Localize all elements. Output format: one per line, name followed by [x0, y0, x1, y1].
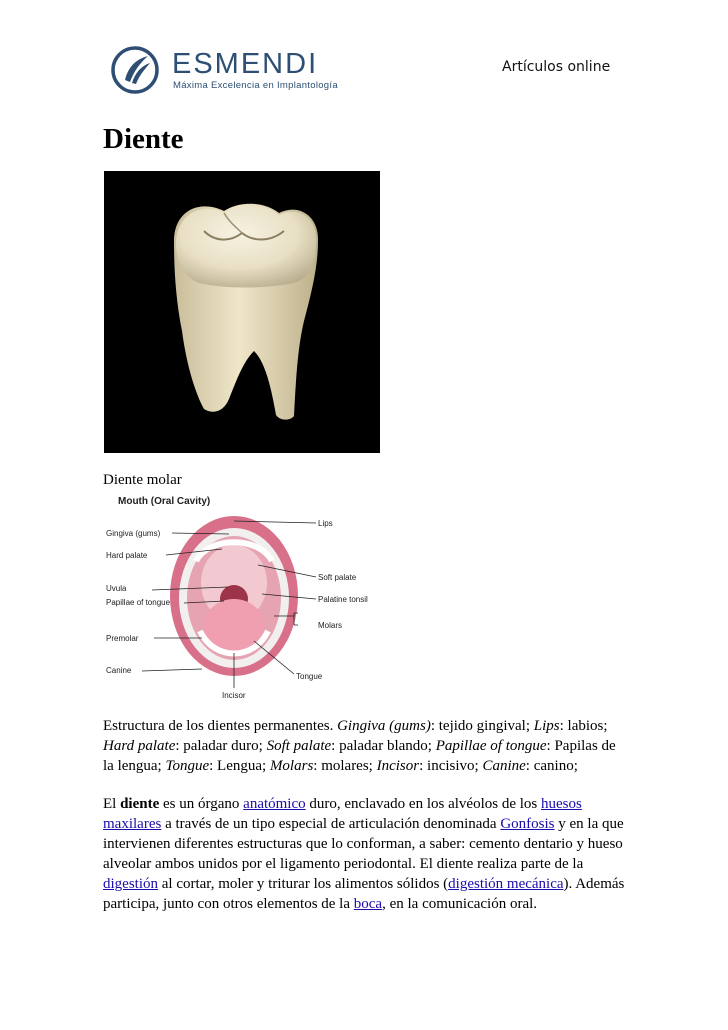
- text-run: , en la comunicación oral.: [382, 896, 538, 912]
- label-canine: Canine: [106, 666, 132, 675]
- bold-term: diente: [120, 796, 160, 812]
- body-paragraph: [103, 794, 628, 914]
- mouth-diagram: [104, 491, 372, 701]
- text-run: : paladar duro;: [175, 738, 267, 754]
- structure-caption: [103, 716, 628, 776]
- italic-term: Papillae of tongue: [435, 738, 547, 754]
- label-lips: Lips: [318, 519, 333, 528]
- inline-link[interactable]: digestión: [103, 876, 158, 892]
- label-papillae: Papillae of tongue: [106, 598, 171, 607]
- text-run: : Papilas de la lengua;: [103, 738, 616, 774]
- text-run: : labios;: [559, 718, 608, 734]
- section-label: Artículos online: [502, 59, 611, 75]
- text-run: : molares;: [313, 758, 377, 774]
- italic-term: Tongue: [165, 758, 210, 774]
- inline-link[interactable]: boca: [353, 896, 383, 912]
- text-run: : canino;: [525, 758, 578, 774]
- inline-link[interactable]: Gonfosis: [500, 816, 555, 832]
- label-soft-palate: Soft palate: [318, 573, 357, 582]
- text-run: a través de un tipo especial de articulación denominada: [161, 816, 501, 832]
- esmendi-logo-icon: [110, 45, 160, 95]
- page-title: Diente: [103, 123, 184, 155]
- italic-term: Canine: [482, 758, 526, 774]
- text-run: al cortar, moler y triturar los alimentos sólidos (: [158, 876, 449, 892]
- text-run: duro, enclavado en los alvéolos de los: [305, 796, 541, 812]
- text-run: : paladar blando;: [331, 738, 436, 754]
- italic-term: Hard palate: [103, 738, 176, 754]
- text-run: : Lengua;: [209, 758, 270, 774]
- label-incisor: Incisor: [222, 691, 246, 700]
- text-run: y en la que intervienen diferentes estructuras que lo conforman, a saber: cemento dentario y hueso alveolar ambos unidos por el ligamento periodontal. El diente realiza parte de la: [103, 816, 624, 872]
- italic-term: Lips: [533, 718, 560, 734]
- text-run: El: [103, 796, 121, 812]
- diagram-title: Mouth (Oral Cavity): [118, 496, 211, 507]
- label-uvula: Uvula: [106, 584, 127, 593]
- inline-link[interactable]: digestión mecánica: [448, 876, 564, 892]
- label-premolar: Premolar: [106, 634, 139, 643]
- text-run: es un órgano: [159, 796, 244, 812]
- label-gingiva: Gingiva (gums): [106, 529, 161, 538]
- italic-term: Gingiva (gums): [337, 718, 431, 734]
- photo-caption: Diente molar: [103, 472, 182, 488]
- brand-tagline: Máxima Excelencia en Implantología: [173, 80, 338, 91]
- text-run: ). Además participa, junto con otros elementos de la: [103, 876, 625, 912]
- label-molars: Molars: [318, 621, 343, 630]
- text-run: : incisivo;: [419, 758, 483, 774]
- molar-tooth-photo: [104, 171, 380, 453]
- label-hard-palate: Hard palate: [106, 551, 148, 560]
- label-tongue: Tongue: [296, 672, 323, 681]
- italic-term: Soft palate: [266, 738, 332, 754]
- brand-name: ESMENDI: [172, 48, 319, 80]
- italic-term: Incisor: [376, 758, 420, 774]
- label-palatine-tonsil: Palatine tonsil: [318, 595, 368, 604]
- italic-term: Molars: [269, 758, 314, 774]
- inline-link[interactable]: huesos maxilares: [103, 796, 582, 832]
- inline-link[interactable]: anatómico: [243, 796, 306, 812]
- text-run: : tejido gingival;: [430, 718, 534, 734]
- text-run: Estructura de los dientes permanentes.: [103, 718, 338, 734]
